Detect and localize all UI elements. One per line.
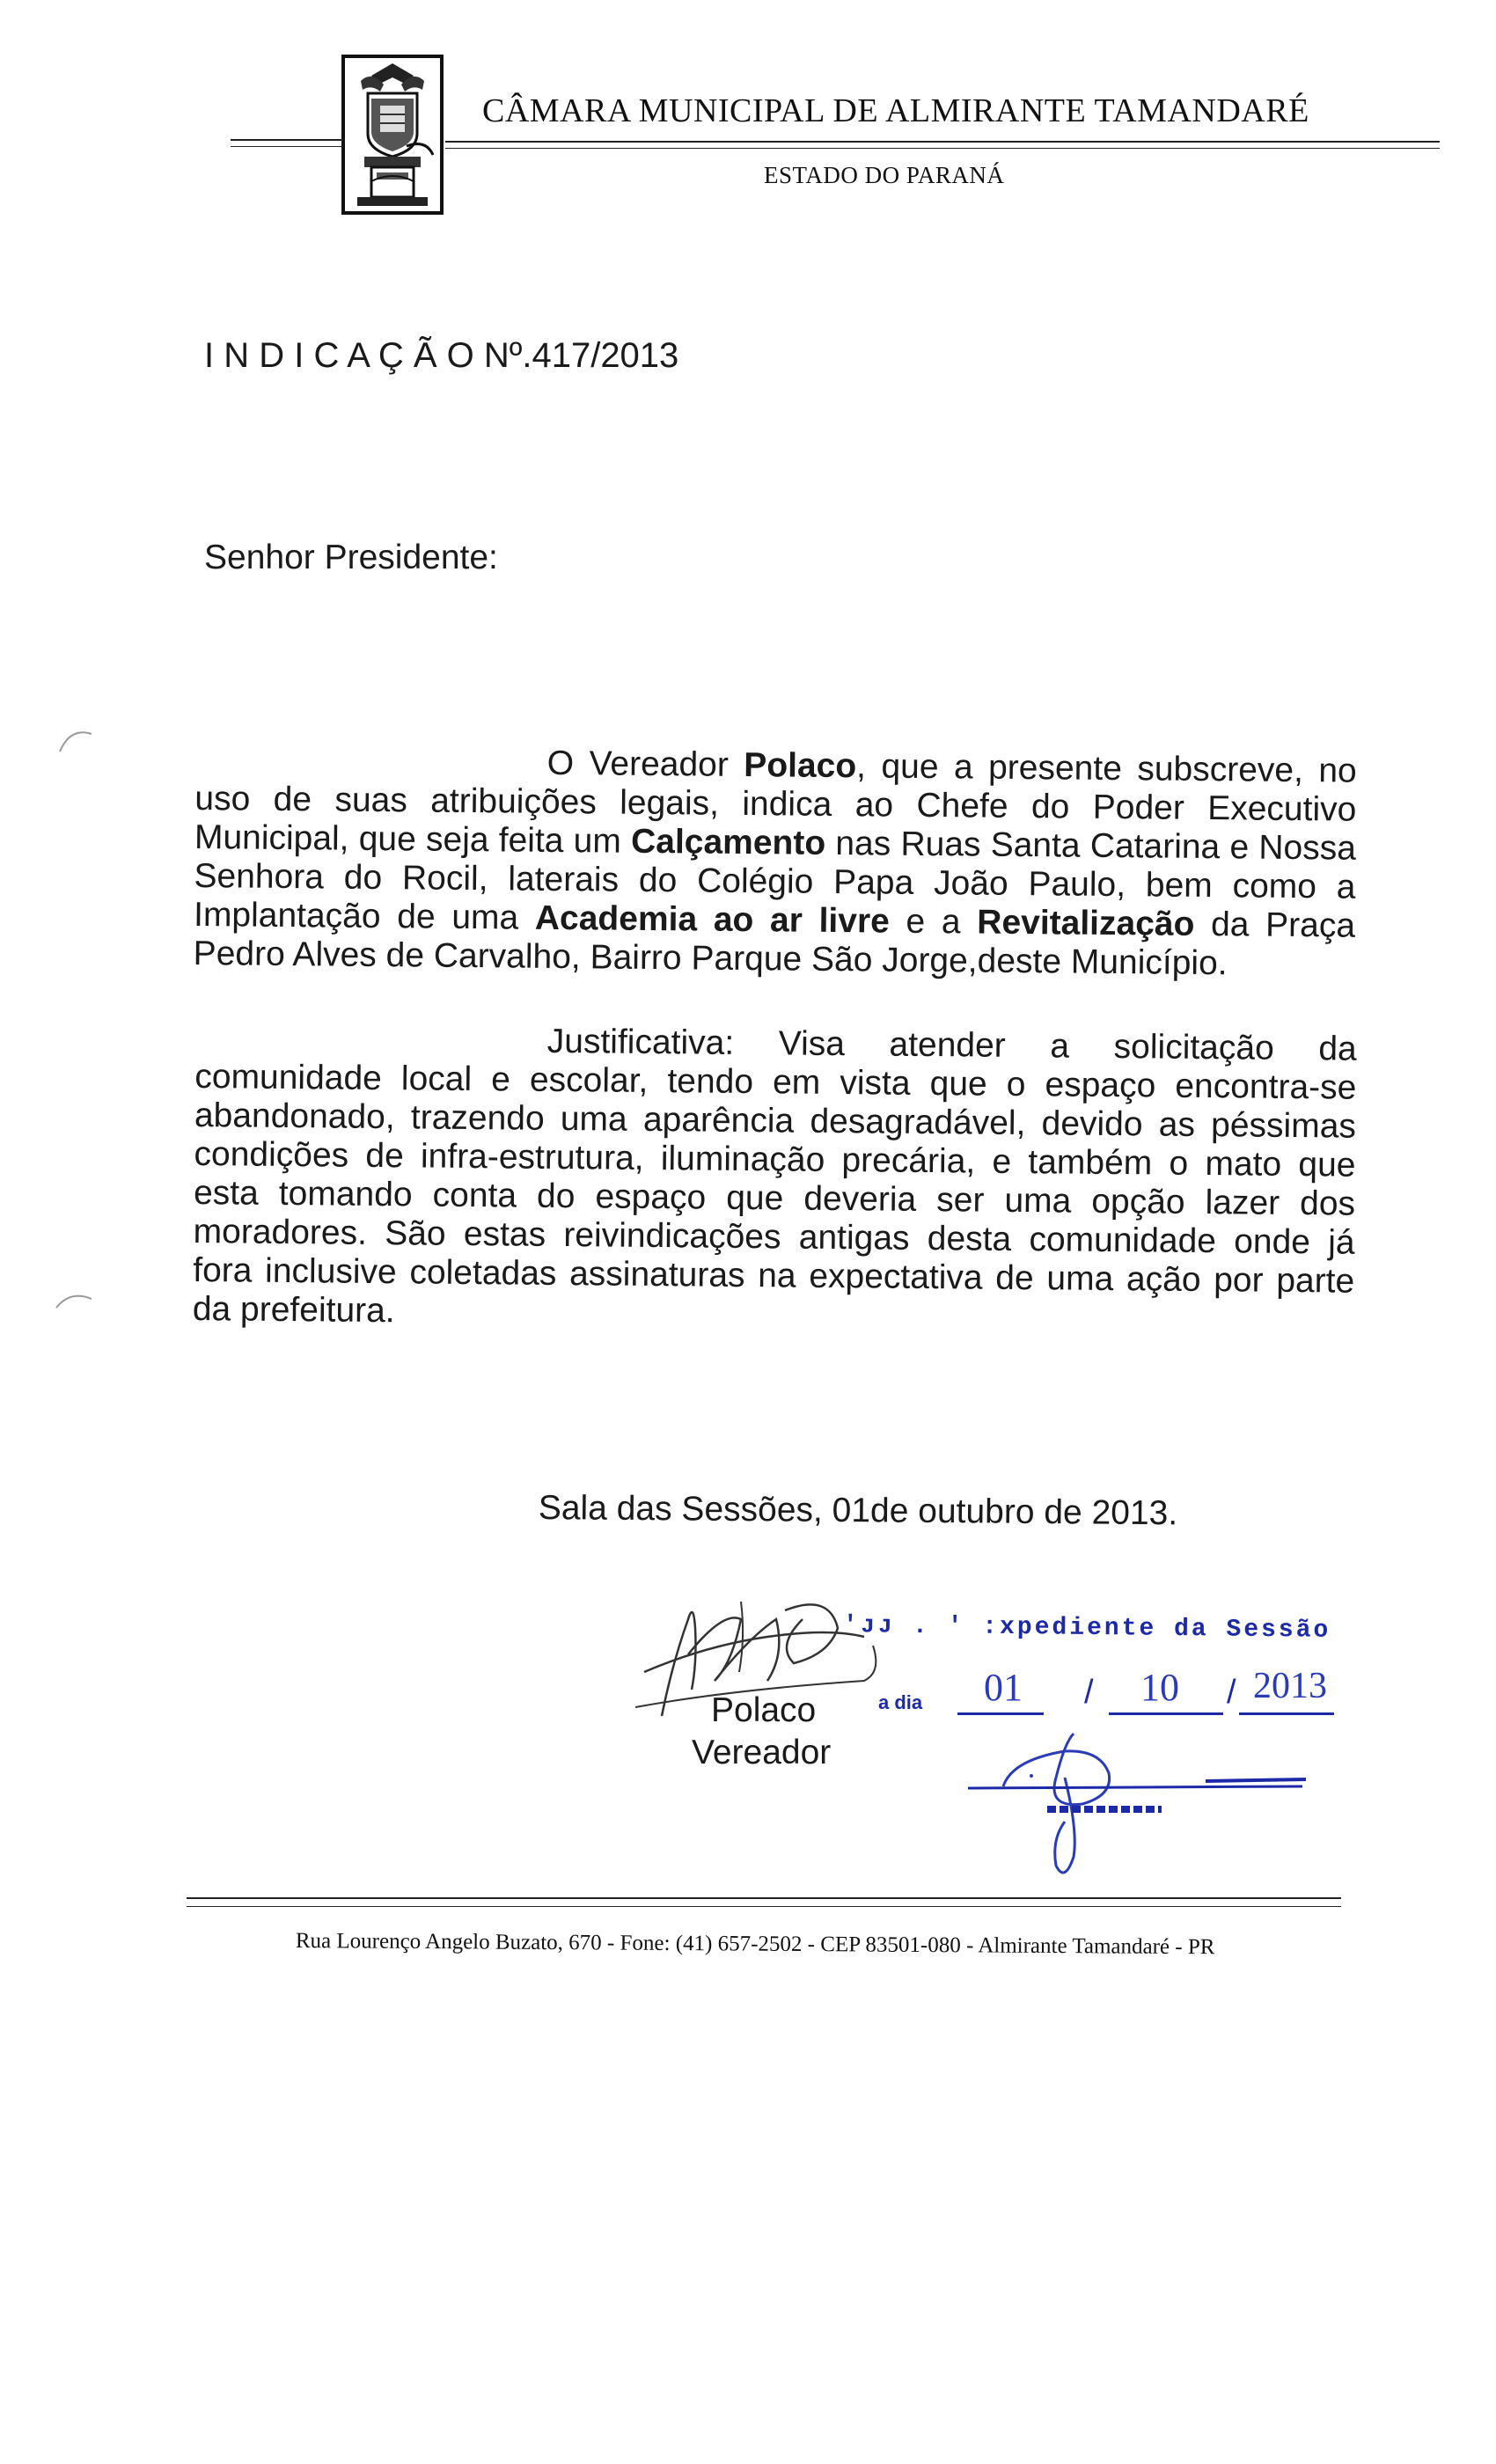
header-rule bbox=[445, 148, 1440, 149]
header-rule bbox=[231, 139, 343, 141]
paragraph-text: nas Ruas Santa Catarina e Nossa Senhora do Rocil, laterais do Colégio Papa João Paulo, bem como a Implantação de uma bbox=[193, 824, 1357, 937]
footer-rule bbox=[187, 1897, 1341, 1899]
bold-term: Academia ao ar livre bbox=[534, 898, 891, 941]
footer-address: Rua Lourenço Angelo Buzato, 670 - Fone: (41) 657-2502 - CEP 83501-080 - Almirante Tamandaré - PR bbox=[295, 1929, 1215, 1960]
scan-mark bbox=[53, 722, 106, 757]
paragraph-text: O Vereador bbox=[546, 744, 744, 784]
state-subtitle: ESTADO DO PARANÁ bbox=[764, 162, 1005, 188]
stamp-month-value: 10 bbox=[1140, 1666, 1179, 1709]
stamp-rubric-signature bbox=[933, 1725, 1338, 1892]
bold-term: Revitalização bbox=[977, 903, 1195, 943]
scan-mark bbox=[49, 1281, 102, 1316]
stamp-separator: / bbox=[1084, 1674, 1094, 1711]
stamp-year-value: 2013 bbox=[1253, 1666, 1327, 1706]
closing-date-line: Sala das Sessões, 01de outubro de 2013. bbox=[538, 1489, 1178, 1533]
stamp-day-value: 01 bbox=[984, 1666, 1023, 1709]
bold-term: Calçamento bbox=[630, 822, 826, 862]
paragraph-text: , que a presente subscreve, no uso de suas atribuições legais, indica ao Chefe do Poder Executivo Municipal, que seja feita um bbox=[194, 747, 1357, 861]
justification-paragraph: Justificativa: Visa atender a solicitação da comunidade local e escolar, tendo em vista que o espaço encontra-se abandonado, trazendo uma aparência desagradável, devido as péssimas condições de infra-estrutura, iluminação precária, e também o mato que esta tomando conta do espaço que deveria ser uma opção lazer dos moradores. São estas reivindicações antigas desta comunidade onde já fora inclusive coletadas assinaturas na expectativa de uma ação por parte da prefeitura. bbox=[192, 1022, 1357, 1331]
indication-paragraph bbox=[193, 741, 1356, 985]
salutation: Senhor Presidente: bbox=[204, 539, 498, 576]
header-rule bbox=[445, 141, 1440, 143]
bold-term: Polaco bbox=[744, 745, 857, 786]
institution-title: CÂMARA MUNICIPAL DE ALMIRANTE TAMANDARÉ bbox=[482, 92, 1309, 129]
signer-name: Polaco bbox=[711, 1691, 817, 1729]
receipt-stamp-date-label: a dia bbox=[878, 1691, 923, 1713]
stamp-separator: / bbox=[1227, 1674, 1236, 1711]
receipt-stamp-heading: 'ᴊᴊ . ' :xpediente da Sessão bbox=[842, 1612, 1331, 1645]
footer-rule bbox=[187, 1906, 1341, 1907]
header-rule bbox=[231, 146, 343, 147]
paragraph-text: da Praça Pedro Alves de Carvalho, Bairro Parque São Jorge,deste Município. bbox=[193, 905, 1356, 983]
municipal-crest-logo bbox=[341, 55, 444, 215]
signer-role: Vereador bbox=[692, 1734, 832, 1771]
paragraph-text: e a bbox=[889, 902, 978, 942]
document-number: I N D I C A Ç Ã O Nº.417/2013 bbox=[204, 336, 679, 375]
